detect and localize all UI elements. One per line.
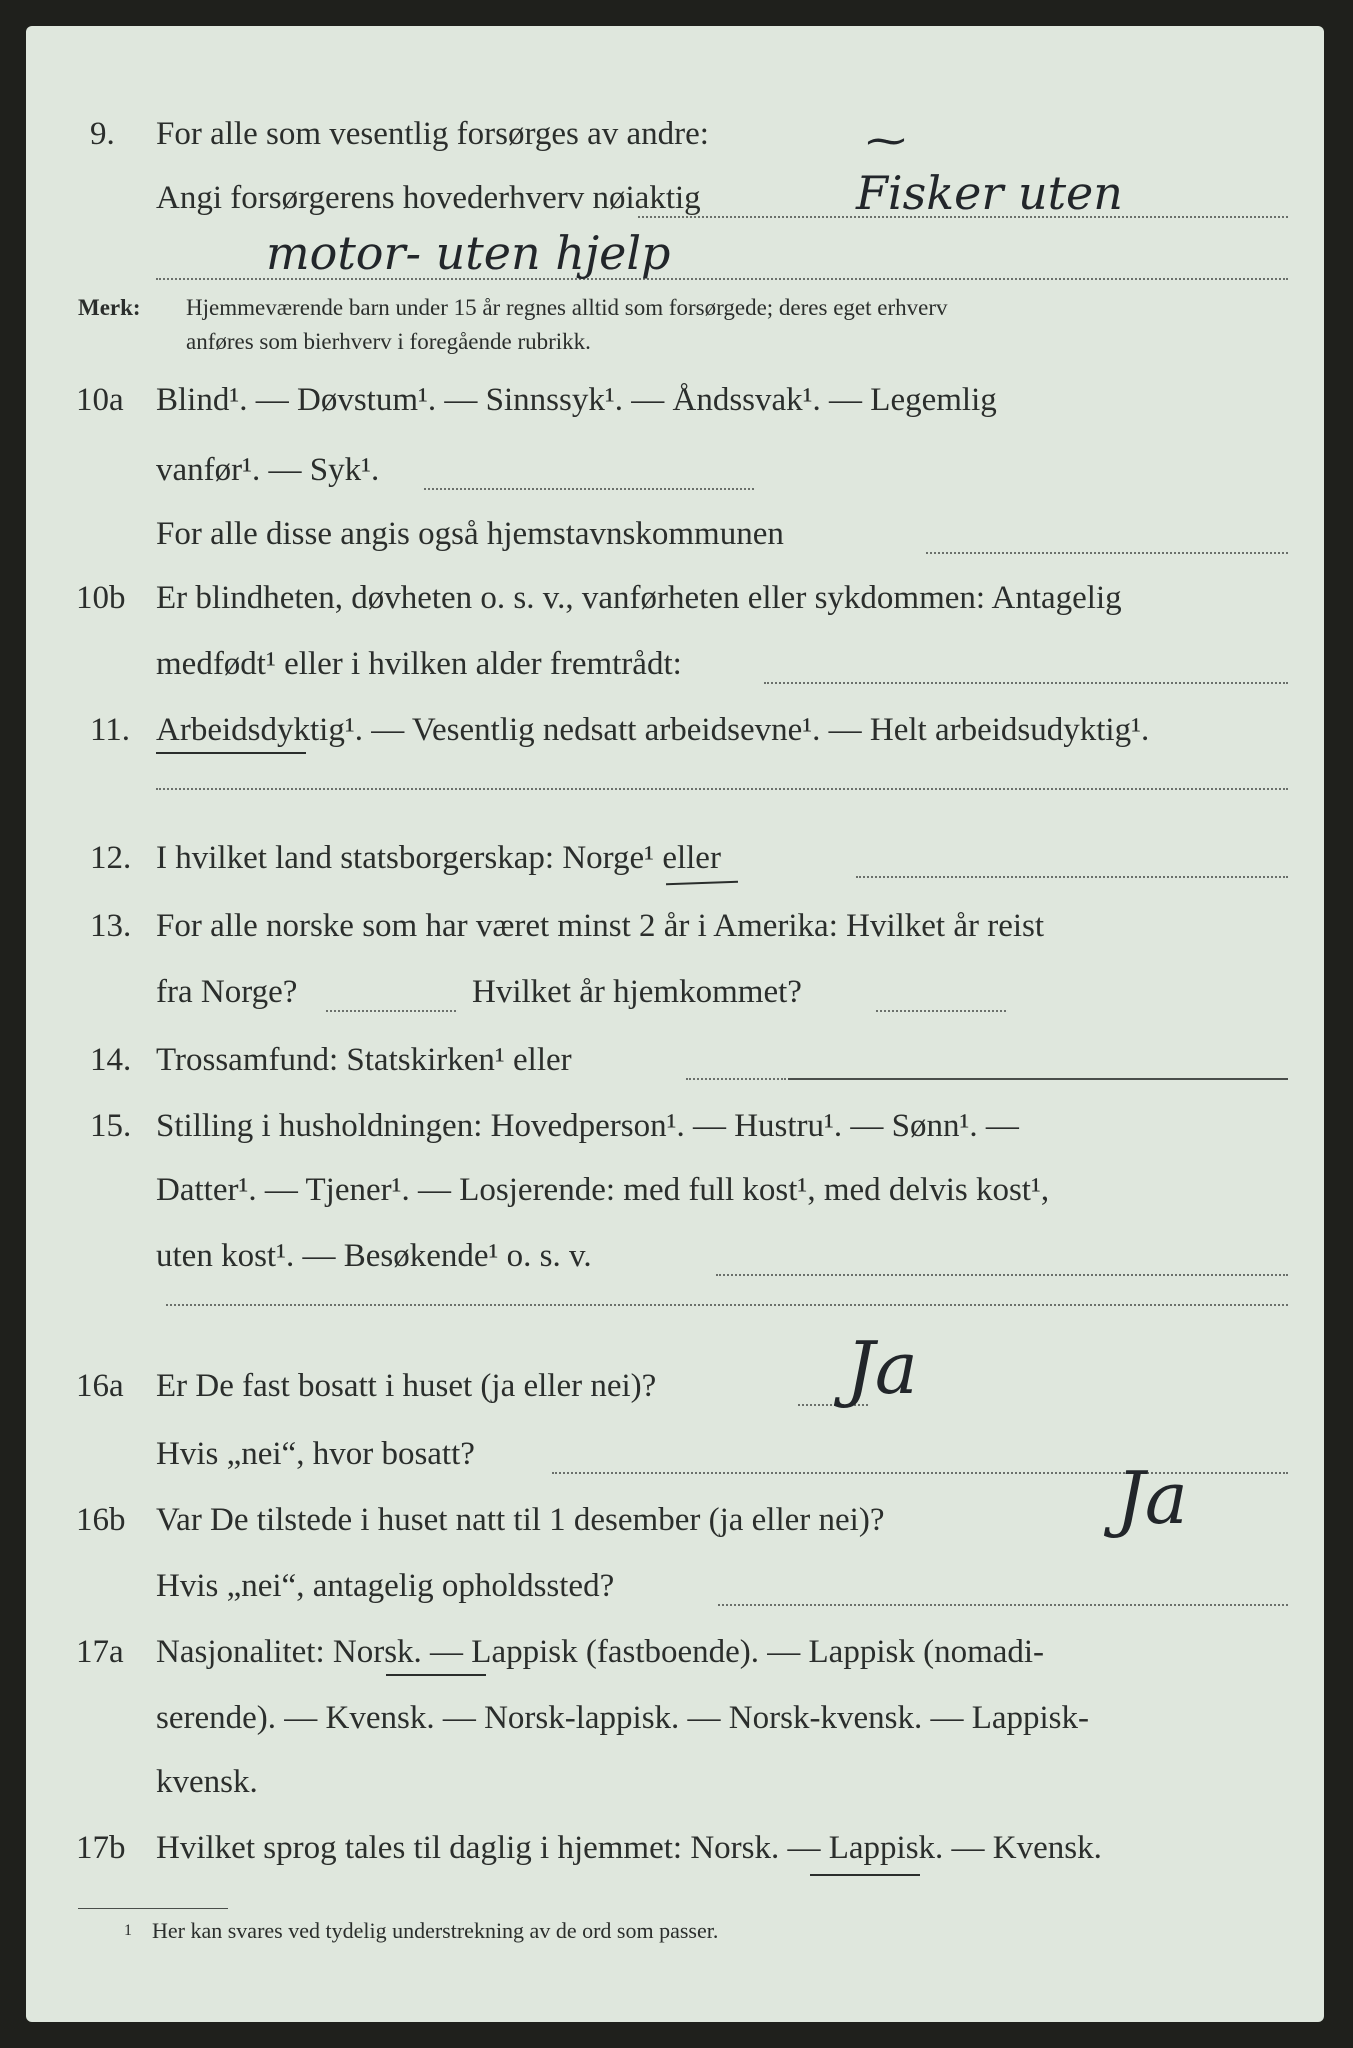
q13-line2a: fra Norge? [156, 974, 298, 1010]
q13-answer-line2 [876, 1010, 1006, 1012]
q13-answer-line1 [326, 1010, 456, 1012]
merk-line2: anføres som bierhverv i foregående rubrikk. [186, 329, 591, 354]
q16a-number: 16a [76, 1368, 124, 1404]
q15-answer-line2 [166, 1304, 1288, 1306]
q10b-number: 10b [76, 580, 126, 616]
q10b-answer-line [764, 682, 1288, 684]
q12-answer-line [856, 876, 1288, 878]
q16a-line2: Hvis „nei“, hvor bosatt? [156, 1436, 475, 1472]
q9-line1: For alle som vesentlig forsørges av andre: [156, 116, 709, 152]
q13-line2b: Hvilket år hjemkommet? [472, 974, 802, 1010]
q15-line1: Stilling i husholdningen: Hovedperson¹. — Hustru¹. — Sønn¹. — [156, 1108, 1019, 1144]
q17b-number: 17b [76, 1830, 126, 1866]
q10a-line3: For alle disse angis også hjemstavnskommunen [156, 516, 784, 552]
q10a-answer-line1 [424, 488, 754, 490]
q14-number: 14. [90, 1042, 132, 1078]
q10b-line1: Er blindheten, døvheten o. s. v., vanførheten eller sykdommen: Antagelig [156, 580, 1122, 616]
q14-line1: Trossamfund: Statskirken¹ eller [156, 1042, 572, 1078]
q14-answer-line [788, 1078, 1288, 1080]
q16b-handwritten-answer: Ja [1116, 1456, 1188, 1540]
q16b-line1: Var De tilstede i huset natt til 1 desember (ja eller nei)? [156, 1502, 885, 1538]
q16b-answer-line [718, 1604, 1288, 1606]
q17a-line2: serende). — Kvensk. — Norsk-lappisk. — Norsk-kvensk. — Lappisk- [156, 1700, 1090, 1736]
q14-answer-line-dotted [686, 1078, 786, 1080]
q17b-line1: Hvilket sprog tales til daglig i hjemmet: Norsk. — Lappisk. — Kvensk. [156, 1830, 1102, 1866]
q10b-line2: medfødt¹ eller i hvilken alder fremtrådt: [156, 646, 682, 682]
q9-line2: Angi forsørgerens hovederhverv nøiaktig [156, 180, 701, 216]
q16a-line1: Er De fast bosatt i huset (ja eller nei)? [156, 1368, 657, 1404]
q10a-line1: Blind¹. — Døvstum¹. — Sinnssyk¹. — Åndssvak¹. — Legemlig [156, 382, 997, 418]
q11-answer-line [156, 788, 1288, 790]
q11-number: 11. [90, 712, 131, 748]
merk-line1: Hjemmeværende barn under 15 år regnes alltid som forsørgede; deres eget erhverv [186, 295, 948, 320]
q9-handwritten-1: Fisker uten [856, 166, 1123, 220]
q17a-underline-mark [386, 1674, 486, 1676]
merk-label: Merk: [78, 295, 141, 320]
q15-number: 15. [90, 1108, 132, 1144]
q9-number: 9. [90, 116, 115, 152]
footnote-text: Her kan svares ved tydelig understrekning av de ord som passer. [152, 1918, 719, 1943]
footnote-mark: 1 [124, 1922, 132, 1939]
q16a-handwritten-answer: Ja [846, 1326, 918, 1410]
q13-number: 13. [90, 908, 132, 944]
q15-answer-line1 [716, 1274, 1288, 1276]
q17a-line1: Nasjonalitet: Norsk. — Lappisk (fastboende). — Lappisk (nomadi- [156, 1634, 1045, 1670]
q9-handwritten-2: motor- uten hjelp [266, 226, 671, 280]
footnote-rule [78, 1908, 228, 1909]
census-form-page [26, 26, 1324, 2022]
q12-underline-mark [666, 881, 738, 886]
q15-line2: Datter¹. — Tjener¹. — Losjerende: med full kost¹, med delvis kost¹, [156, 1172, 1050, 1208]
q17b-underline-mark [810, 1874, 920, 1876]
q11-underline-mark [156, 752, 306, 754]
q10a-number: 10a [76, 382, 124, 418]
q12-line1: I hvilket land statsborgerskap: Norge¹ eller [156, 840, 721, 876]
q11-line1: Arbeidsdyktig¹. — Vesentlig nedsatt arbeidsevne¹. — Helt arbeidsudyktig¹. [156, 712, 1150, 748]
q10a-answer-line2 [926, 552, 1288, 554]
q16b-line2: Hvis „nei“, antagelig opholdssted? [156, 1568, 615, 1604]
q15-line3: uten kost¹. — Besøkende¹ o. s. v. [156, 1238, 592, 1274]
q17a-line3: kvensk. [156, 1764, 258, 1800]
q12-number: 12. [90, 840, 132, 876]
q9-handwritten-mark-icon: ⁓ [866, 118, 906, 164]
q13-line1: For alle norske som har været minst 2 år i Amerika: Hvilket år reist [156, 908, 1045, 944]
q17a-number: 17a [76, 1634, 124, 1670]
q16b-number: 16b [76, 1502, 126, 1538]
q10a-line2: vanfør¹. — Syk¹. [156, 452, 380, 488]
